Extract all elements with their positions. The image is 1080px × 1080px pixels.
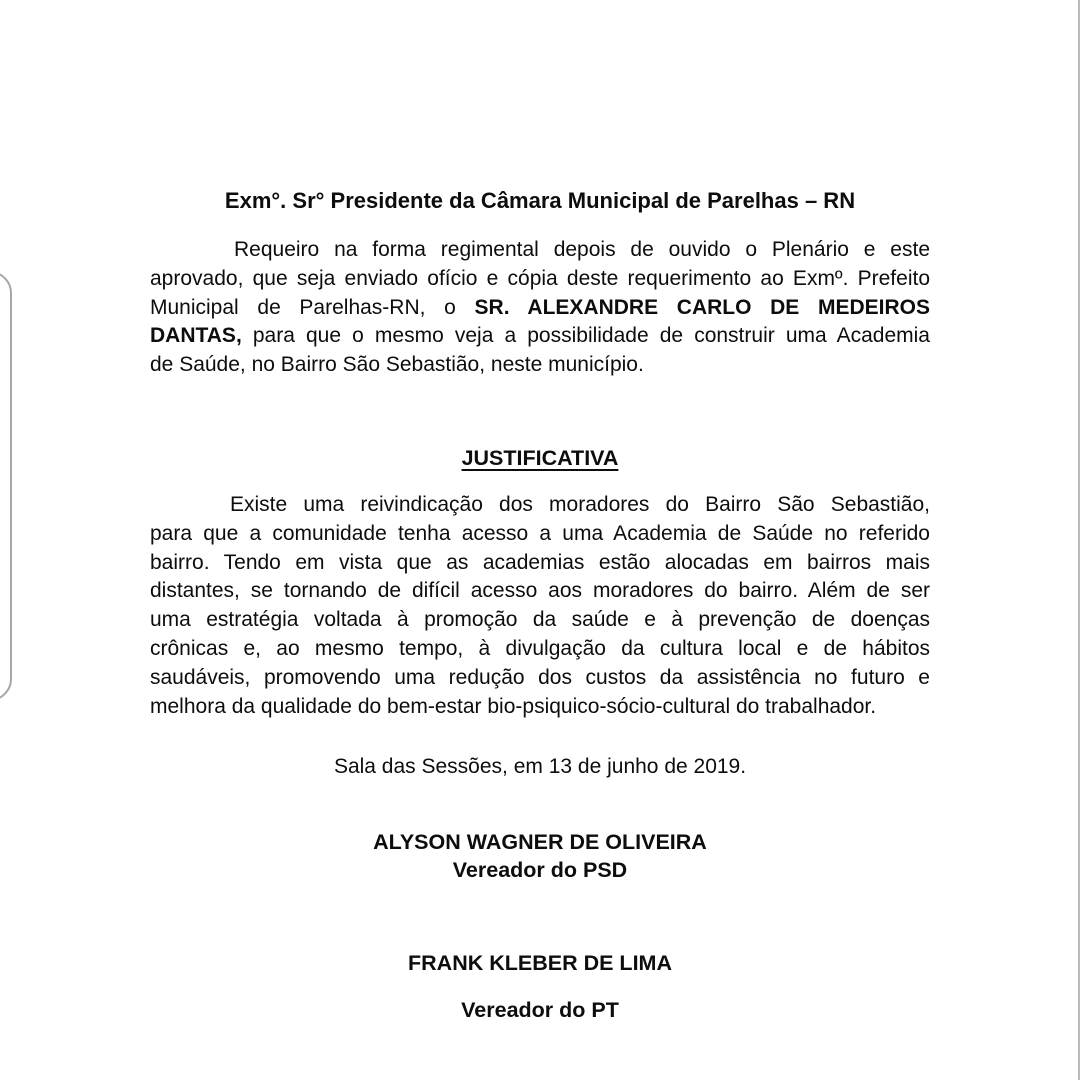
- paragraph-line: saudáveis, promovendo uma redução dos custos da assistência no futuro e: [150, 665, 930, 689]
- request-paragraph: [150, 236, 930, 380]
- paragraph-line: Municipal de Parelhas-RN, o SR. ALEXANDRE CARLO DE MEDEIROS: [150, 295, 930, 319]
- signature-name-frank: FRANK KLEBER DE LIMA: [408, 951, 672, 975]
- paragraph-line: Existe uma reivindicação dos moradores do Bairro São Sebastião,: [230, 493, 930, 516]
- signature-name-alyson: ALYSON WAGNER DE OLIVEIRA: [373, 830, 707, 854]
- paragraph-line: Requeiro na forma regimental depois de ouvido o Plenário e este: [234, 238, 930, 261]
- paragraph-line: distantes, se tornando de difícil acesso aos moradores do bairro. Além de ser: [150, 579, 930, 603]
- paragraph-line: bairro. Tendo em vista que as academias estão alocadas em bairros mais: [150, 550, 930, 574]
- document-title: Exm°. Sr° Presidente da Câmara Municipal de Parelhas – RN: [224, 188, 856, 213]
- paragraph-line: crônicas e, ao mesmo tempo, à divulgação da cultura local e de hábitos: [150, 636, 930, 660]
- session-date-line: Sala das Sessões, em 13 de junho de 2019.: [333, 755, 747, 778]
- page-edge-marker: [0, 271, 12, 701]
- justification-paragraph: [150, 491, 930, 721]
- paragraph-line: para que a comunidade tenha acesso a uma Academia de Saúde no referido: [150, 521, 930, 545]
- paragraph-line: de Saúde, no Bairro São Sebastião, neste município.: [150, 353, 644, 377]
- paragraph-line: melhora da qualidade do bem-estar bio-psiquico-sócio-cultural do trabalhador.: [150, 694, 877, 718]
- paragraph-line: DANTAS, para que o mesmo veja a possibilidade de construir uma Academia: [150, 324, 930, 348]
- signature-role-alyson: Vereador do PSD: [452, 858, 628, 882]
- justificativa-heading: JUSTIFICATIVA: [461, 446, 619, 470]
- paragraph-line: uma estratégia voltada à promoção da saúde e à prevenção de doenças: [150, 608, 930, 632]
- signature-role-frank: Vereador do PT: [461, 998, 619, 1022]
- paragraph-line: aprovado, que seja enviado ofício e cópia deste requerimento ao Exmº. Prefeito: [150, 266, 930, 290]
